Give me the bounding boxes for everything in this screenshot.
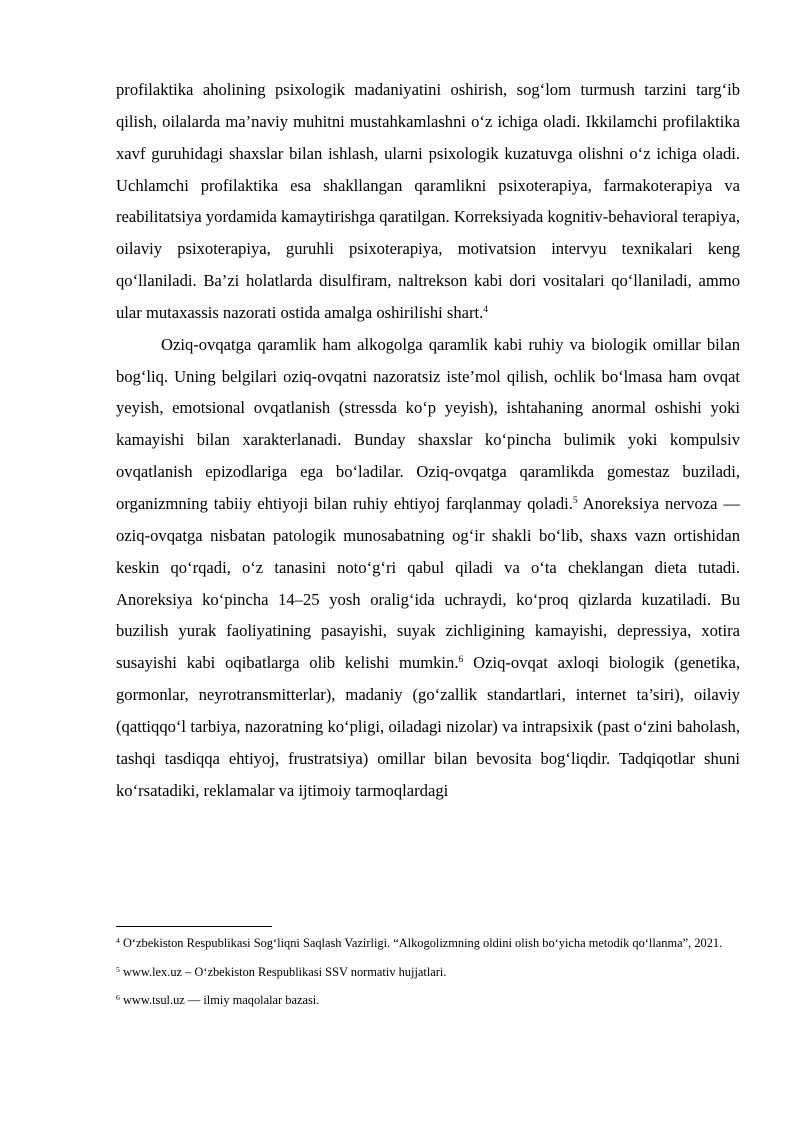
footnote-number: 5 [116, 964, 120, 974]
footnote: $^5$ www.lex.uz – O‘zbekiston Respublikasi SSV normativ hujjatlari. [116, 964, 447, 979]
body-text [116, 74, 740, 806]
footnotes [116, 934, 740, 1020]
footnote-ref[interactable]: 5 [572, 494, 578, 506]
footnote-number: 4 [116, 935, 120, 945]
paragraph: profilaktika aholining psixologik madaniyatini oshirish, sog‘lom turmush tarzini targ‘ib qilish, oilalarda ma’naviy muhitni mustahkamlashni o‘z ichiga oladi. Ikkilamchi profilaktika xavf guruhidagi shaxslar bilan ishlash, ularni psixologik kuzatuvga olishni o‘z ichiga oladi. Uchlamchi profilaktika esa shakllangan qaramlikni psixoterapiya, farmakoterapiya va reabilitatsiya yordamida kamaytirishga qaratilgan. Korreksiyada kognitiv-behavioral terapiya, oilaviy psixoterapiya, guruhli psixoterapiya, motivatsion intervyu texnikalari keng qo‘llaniladi. Ba’zi holatlarda disulfiram, naltrekson kabi dori vositalari qo‘llaniladi, ammo ular mutaxassis nazorati ostida amalga oshirilishi shart.$^4$ [116, 80, 740, 322]
footnote-divider [116, 926, 272, 927]
footnote: $^6$ www.tsul.uz — ilmiy maqolalar bazasi. [116, 992, 320, 1007]
paragraph: Oziq-ovqatga qaramlik ham alkogolga qaramlik kabi ruhiy va biologik omillar bilan bog‘liq. Uning belgilari oziq-ovqatni nazoratsiz iste’mol qilish, ochlik bo‘lmasa ham ovqat yeyish, emotsional ovqatlanish (stressda ko‘p yeyish), ishtahaning anormal oshishi yoki kamayishi bilan xarakterlanadi. Bunday shaxslar ko‘pincha bulimik yoki kompulsiv ovqatlanish epizodlariga ega bo‘ladilar. Oziq-ovqatga qaramlikda gomestaz buziladi, organizmning tabiiy ehtiyoji bilan ruhiy ehtiyoj farqlanmay qoladi.$^5$ Anoreksiya nervoza — oziq-ovqatga nisbatan patologik munosabatning og‘ir shakli bo‘lib, shaxs vazn ortishidan keskin qo‘rqadi, o‘z tanasini noto‘g‘ri qabul qiladi va o‘ta cheklangan dieta tutadi. Anoreksiya ko‘pincha 14–25 yosh oralig‘ida uchraydi, ko‘proq qizlarda kuzatiladi. Bu buzilish yurak faoliyatining pasayishi, suyak zichligining kamayishi, depressiya, xotira susayishi kabi oqibatlarga olib kelishi mumkin.$^6$ Oziq-ovqat axloqi biologik (genetika, gormonlar, neyrotransmitterlar), madaniy (go‘zallik standartlari, internet ta’siri), oilaviy (qattiqqo‘l tarbiya, nazoratning ko‘pligi, oiladagi nizolar) va intrapsixik (past o‘zini baholash, tashqi tasdiqqa ehtiyoj, frustratsiya) omillar bilan bevosita bog‘liqdir. Tadqiqotlar shuni ko‘rsatadiki, reklamalar va ijtimoiy tarmoqlardagi [116, 334, 740, 800]
footnote: $^4$ O‘zbekiston Respublikasi Sog‘liqni Saqlash Vazirligi. “Alkogolizmning oldini olish bo‘yicha metodik qo‘llanma”, 2021. [116, 935, 723, 950]
footnote-ref[interactable]: 4 [483, 303, 489, 315]
footnote-number: 6 [116, 992, 120, 1002]
footnote-ref[interactable]: 6 [458, 653, 464, 665]
